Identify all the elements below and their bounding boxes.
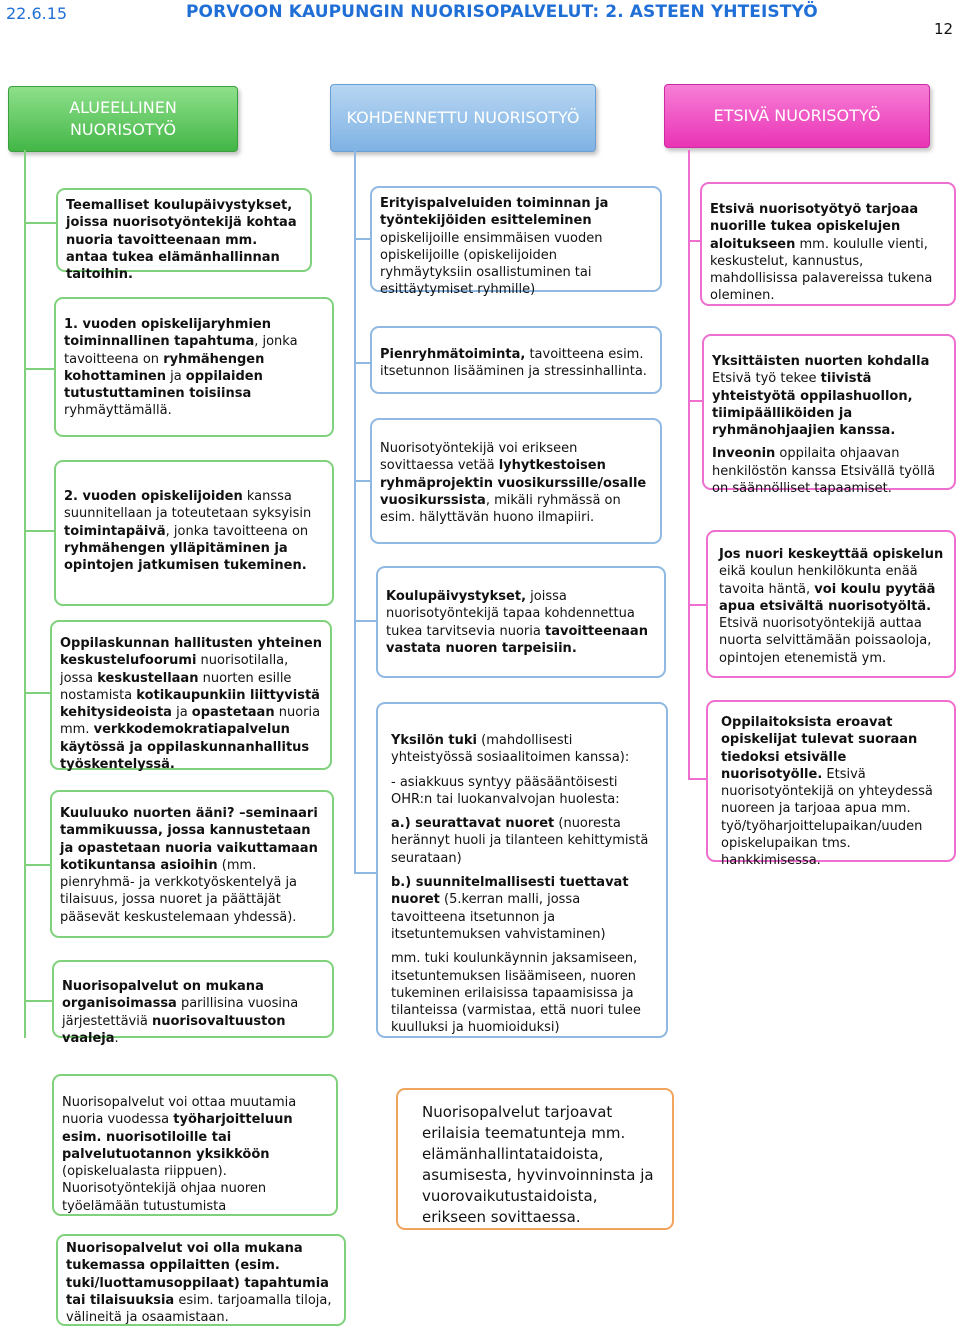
text-bold: tiivistä yhteistyötä oppilashuollon, tiimipäälliköiden ja ryhmänohjaajien kanssa.: [712, 371, 913, 439]
connector-right: [688, 150, 690, 780]
info-box-special-services: [370, 186, 662, 298]
column-header-targeted: KOHDENNETTU NUORISOTYÖ: [330, 84, 596, 152]
text-bold: Yksilön tuki: [391, 733, 477, 748]
info-box-text: Nuorisopalvelut tarjoavat erilaisia teematunteja mm. elämänhallintataidoista, asumisesta, hyvinvoinninsta ja vuorovaikutustaidoista, erikseen sovittaessa.: [422, 1103, 654, 1226]
text-bold: Pienryhmätoiminta,: [380, 347, 526, 362]
text-normal: (mahdollisesti yhteistyössä sosiaalitoimen kanssa):: [391, 733, 630, 766]
text-bold: kotikaupunkiin liittyvistä kehitysideoista: [60, 687, 320, 721]
connector-left-h2: [24, 368, 58, 370]
text-normal: nuoria mm.: [60, 705, 321, 738]
text-normal: , jonka tavoitteena on: [165, 523, 309, 539]
text-normal: (opiskelualasta riippuen). Nuorisotyöntekijä ohjaa nuoren työelämään tutustumista: [62, 1164, 267, 1214]
connector-left: [24, 150, 26, 1038]
info-box-theme-school-days: [56, 188, 312, 283]
text-normal: mm. tuki koulunkäynnin jaksamiseen, itsetuntemuksen lisäämiseen, nuoren tukeminen erilaisissa tapaamisissa ja tilanteissa (varmistaa, että nuori tulee kuulluksi ja huomioiduksi): [391, 951, 641, 1036]
text-normal: nuorten esille nostamista: [60, 670, 292, 703]
column-header-regional-line2: NUORISOTYÖ: [69, 120, 177, 139]
text-normal: Nuorisopalvelut voi ottaa muutamia nuoria vuodessa: [62, 1095, 297, 1128]
info-box-dropout: [706, 530, 956, 678]
connector-middle-h5: [354, 872, 378, 874]
info-box-first-year-event: [54, 297, 334, 437]
text-bold: Inveonin: [712, 446, 776, 462]
text-bold: ryhmähengen ylläpitäminen ja opintojen jatkumisen tukeminen.: [64, 540, 307, 574]
text-bold: tavoitteenaan vastata nuoren tarpeisiin.: [386, 623, 648, 656]
text-bold: Yksittäisten nuorten kohdalla: [712, 354, 930, 369]
text-normal: Nuorisotyöntekijä voi erikseen sovittaessa vetää: [380, 441, 578, 474]
page-number: 12: [934, 20, 954, 38]
text-bold: Oppilaitoksista eroavat opiskelijat tulevat suoraan tiedoksi etsivälle nuorisotyölle.: [721, 715, 918, 782]
info-box-outreach-start: [700, 182, 956, 306]
text-bold: työharjoitteluun esim. nuorisotiloille tai palvelutuotannon yksikköön: [62, 1112, 293, 1162]
text-normal: (nuoresta herännyt huoli ja tilanteen kehittymistä seurataan): [391, 816, 649, 866]
connector-left-h3: [24, 530, 58, 532]
text-normal: ja: [165, 368, 186, 384]
connector-middle-h4: [354, 620, 378, 622]
header-date: 22.6.15: [6, 4, 68, 23]
text-bold: opastetaan: [191, 705, 275, 721]
text-normal: Etsivä nuorisotyöntekijä auttaa nuorta selvittämään poissaoloja, opintojen etenemistä ym.: [719, 616, 932, 666]
info-box-youth-voice-seminar: [50, 790, 334, 938]
text-normal: mm. koululle vienti, keskustelut, kannustus, mahdollisissa palavereissa tukena oleminen.: [710, 236, 933, 304]
text-bold: toimintapäivä: [64, 523, 166, 539]
column-header-outreach: ETSIVÄ NUORISOTYÖ: [664, 84, 930, 148]
text-bold: keskustellaan: [97, 670, 199, 686]
connector-left-h1: [24, 222, 58, 224]
info-box-student-council-forum: [50, 620, 332, 773]
text-bold: nuorisovaltuuston vaaleja: [62, 1013, 286, 1046]
text-normal: , jonka tavoitteena on: [64, 334, 298, 367]
text-bold: 2. vuoden opiskelijoiden: [64, 489, 243, 504]
text-bold: ryhmähengen kohottaminen: [64, 351, 265, 384]
column-header-regional: [8, 86, 238, 152]
info-box-school-duty: [376, 566, 666, 678]
connector-middle: [354, 150, 356, 874]
text-normal: opiskelijoille ensimmäisen vuoden opiskelijoille (opiskelijoiden ryhmäytyksiin osallistuminen tai esittäytymiset ryhmille): [380, 230, 603, 298]
text-bold: Koulupäivystykset,: [386, 589, 527, 604]
text-bold: Nuorisopalvelut voi olla mukana tukemassa oppilaitten (esim. tuki/luottamusoppilaat) tapahtumia tai tilaisuuksia: [66, 1241, 329, 1308]
info-box-small-groups: [370, 326, 662, 394]
text-bold: Oppilaskunnan hallitusten yhteinen keskustelufoorumi: [60, 636, 323, 669]
text-bold: Etsivä nuorisotyötyö tarjoaa nuorille tukea opiskelujen aloitukseen: [710, 202, 919, 252]
text-bold: voi koulu pyytää apua etsivältä nuorisotyöltä.: [719, 581, 936, 614]
info-box-group-project: [370, 418, 662, 544]
page-title: PORVOON KAUPUNGIN NUORISOPALVELUT: 2. ASTEEN YHTEISTYÖ: [186, 2, 818, 22]
text-normal: oppilaita ohjaavan henkilöstön kanssa Etsivällä työllä on säännölliset tapaamiset.: [712, 446, 936, 497]
text-normal: joissa nuorisotyöntekijä tapaa kohdennettua tukea tarvitsevia nuoria: [386, 589, 635, 639]
info-box-text: Teemalliset koulupäivystykset, joissa nuorisotyöntekijä kohtaa nuoria tavoitteenaan mm. antaa tukea elämänhallinnan taitoihin.: [66, 198, 297, 283]
info-box-student-events: [56, 1234, 346, 1326]
info-box-theme-lessons: [396, 1088, 674, 1230]
column-header-regional-line1: ALUEELLINEN: [69, 98, 177, 118]
connector-right-h4: [688, 778, 706, 780]
connector-right-h3: [688, 604, 706, 606]
text-normal: (mm. pienryhmä- ja verkkotyöskentelyä ja tilaisuus, jossa nuoret ja päättäjät pääsevät keskustelemaan yhdessä).: [60, 857, 298, 925]
text-normal: (5.kerran malli, jossa tavoitteena itsetunnon ja itsetuntemuksen vahvistaminen): [391, 892, 606, 942]
text-normal: ja: [171, 705, 192, 721]
info-box-youth-council-elections: [52, 960, 334, 1046]
text-normal: esim. tarjoamalla tiloja, välineitä ja osaamistaan.: [66, 1292, 332, 1326]
text-bold: Kuuluuko nuorten ääni?: [60, 806, 240, 821]
text-normal: .: [114, 1030, 119, 1046]
text-bold: 1. vuoden opiskelijaryhmien toiminnallinen tapahtuma: [64, 317, 271, 350]
text-bold: verkkodemokratiapalvelun käytössä ja oppilaskunnanhallitus työskentelyssä.: [60, 722, 310, 773]
text-bold: oppilaiden tutustuttaminen toisiinsa: [64, 368, 263, 402]
text-bold: lyhytkestoisen ryhmäprojektin vuosikurssille/osalle vuosikurssista: [380, 458, 647, 508]
text-normal: - asiakkuus syntyy pääsääntöisesti OHR:n tai luokanvalvojan huolesta:: [391, 774, 620, 807]
text-normal: tavoitteena esim. itsetunnon lisääminen ja stressinhallinta.: [380, 347, 647, 380]
text-normal: kanssa suunnitellaan ja toteutetaan syksyisin: [64, 489, 312, 522]
info-box-leaving-students: [706, 700, 956, 869]
text-normal: , mikäli ryhmässä on esim. hälyttävän huono ilmapiiri.: [380, 492, 621, 526]
text-bold: b.) suunnitelmallisesti tuettavat nuoret: [391, 875, 629, 908]
text-normal: nuorisotilalla, jossa: [60, 653, 289, 686]
text-normal: ryhmäyttämällä.: [64, 403, 172, 419]
info-box-work-practice: [52, 1074, 338, 1216]
text-normal: Etsivä nuorisotyöntekijä on yhteydessä nuoreen ja tarjoaa apua mm. työ/työharjoittelupaikan/uuden opiskelupaikan tms. hankkimisessa.: [721, 766, 933, 869]
text-bold: Erityispalveluiden toiminnan ja työntekijöiden esitteleminen: [380, 196, 609, 229]
text-bold: Nuorisopalvelut on mukana organisoimassa: [62, 979, 264, 1012]
text-bold: Jos nuori keskeyttää opiskelun: [719, 547, 944, 562]
text-normal: Etsivä työ tekee: [712, 371, 821, 387]
info-box-second-year-day: [54, 460, 334, 606]
info-box-individual-cooperation: [702, 334, 956, 497]
text-bold: –seminaari tammikuussa, jossa kannustetaan ja opastetaan nuoria vaikuttamaan kotikuntansa asioihin: [60, 806, 318, 873]
info-box-individual-support: [376, 702, 668, 1038]
text-normal: parillisina vuosina järjestettäviä: [62, 996, 299, 1029]
text-bold: a.) seurattavat nuoret: [391, 816, 555, 832]
text-normal: eikä koulun henkilökunta enää tavoita häntä,: [719, 564, 918, 597]
